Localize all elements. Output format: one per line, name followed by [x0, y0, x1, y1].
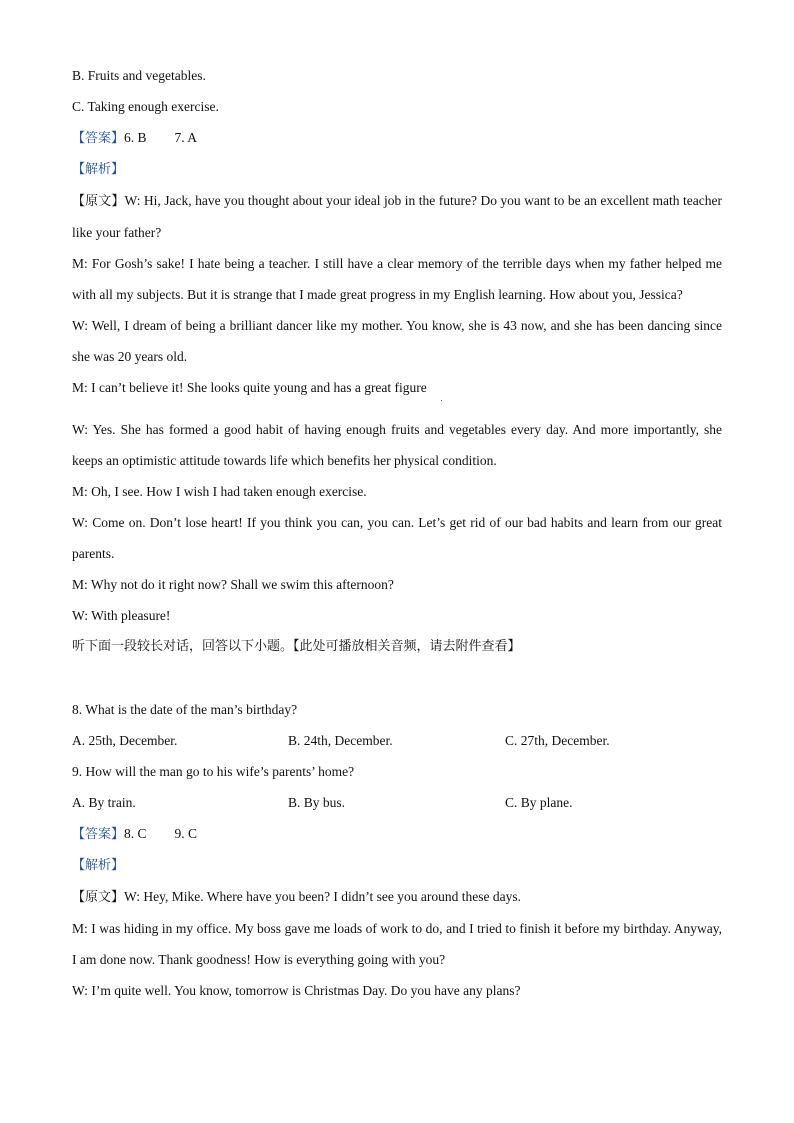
dialogue-1-line-4: M: I can’t believe it! She looks quite young and has a great figure — [72, 380, 427, 395]
document-page — [72, 60, 722, 1006]
dialogue-1-line-2: M: For Gosh’s sake! I hate being a teacher. I still have a clear memory of the terrible days when my father helped me with all my subjects. But it is strange that I made great progress in my English learning. How about you, Jessica? — [72, 256, 722, 302]
question-8-options — [72, 725, 722, 756]
answer-line-1 — [72, 122, 722, 154]
dialogue-1-line-3: W: Well, I dream of being a brilliant dancer like my mother. You know, she is 43 now, and she has been dancing since she was 20 years old. — [72, 318, 722, 364]
dialogue-1-line-7: W: Come on. Don’t lose heart! If you think you can, you can. Let’s get rid of our bad habits and learn from our great parents. — [72, 515, 722, 561]
option-c: C. Taking enough exercise. — [72, 99, 219, 114]
dialogue-1-line-6: M: Oh, I see. How I wish I had taken enough exercise. — [72, 484, 367, 499]
dialogue-1-line-5: W: Yes. She has formed a good habit of having enough fruits and vegetables every day. And more importantly, she keeps an optimistic attitude towards life which benefits her physical condition. — [72, 422, 722, 468]
q8-option-a: A. 25th, December. — [72, 733, 178, 748]
dialogue-1-line-9: W: With pleasure! — [72, 608, 171, 623]
dialogue-2-line-1: 【原文】W: Hey, Mike. Where have you been? I didn’t see you around these days. — [72, 889, 522, 905]
answer-line-2 — [72, 818, 722, 850]
question-9: 9. How will the man go to his wife’s parents’ home? — [72, 764, 355, 779]
original-label-2: 【原文】 — [72, 890, 125, 905]
dialogue-1-line-8: M: Why not do it right now? Shall we swim this afternoon? — [72, 577, 394, 592]
answer-q9: 9. C — [174, 826, 198, 841]
q9-option-a: A. By train. — [72, 795, 136, 810]
answer-q8: 8. C — [124, 826, 147, 841]
original-label: 【原文】 — [72, 194, 125, 209]
answer-label-2: 【答案】 — [72, 827, 125, 842]
dialogue-2-line-2: M: I was hiding in my office. My boss gave me loads of work to do, and I tried to finish it before my birthday. Anyway, I am done now. Thank goodness! How is everything going with you? — [72, 921, 722, 967]
stray-mark — [441, 400, 442, 401]
question-9-options — [72, 787, 722, 818]
analysis-label-2: 【解析】 — [72, 858, 125, 873]
answer-q7: 7. A — [174, 130, 198, 145]
dialogue-1-line-1: 【原文】W: Hi, Jack, have you thought about your ideal job in the future? Do you want to be an excellent math teacher like your father? — [72, 193, 722, 240]
analysis-label-1: 【解析】 — [72, 162, 125, 177]
question-8: 8. What is the date of the man’s birthday? — [72, 702, 298, 717]
option-b: B. Fruits and vegetables. — [72, 68, 206, 83]
answer-label: 【答案】 — [72, 131, 125, 146]
dialogue-2-line-3: W: I’m quite well. You know, tomorrow is Christmas Day. Do you have any plans? — [72, 983, 521, 998]
q8-option-b: B. 24th, December. — [288, 733, 393, 748]
listening-instruction: 听下面一段较长对话，回答以下小题。【此处可播放相关音频，请去附件查看】 — [72, 639, 521, 654]
answer-q6: 6. B — [124, 130, 147, 145]
q8-option-c: C. 27th, December. — [505, 733, 610, 748]
q9-option-c: C. By plane. — [505, 795, 573, 810]
q9-option-b: B. By bus. — [288, 795, 346, 810]
